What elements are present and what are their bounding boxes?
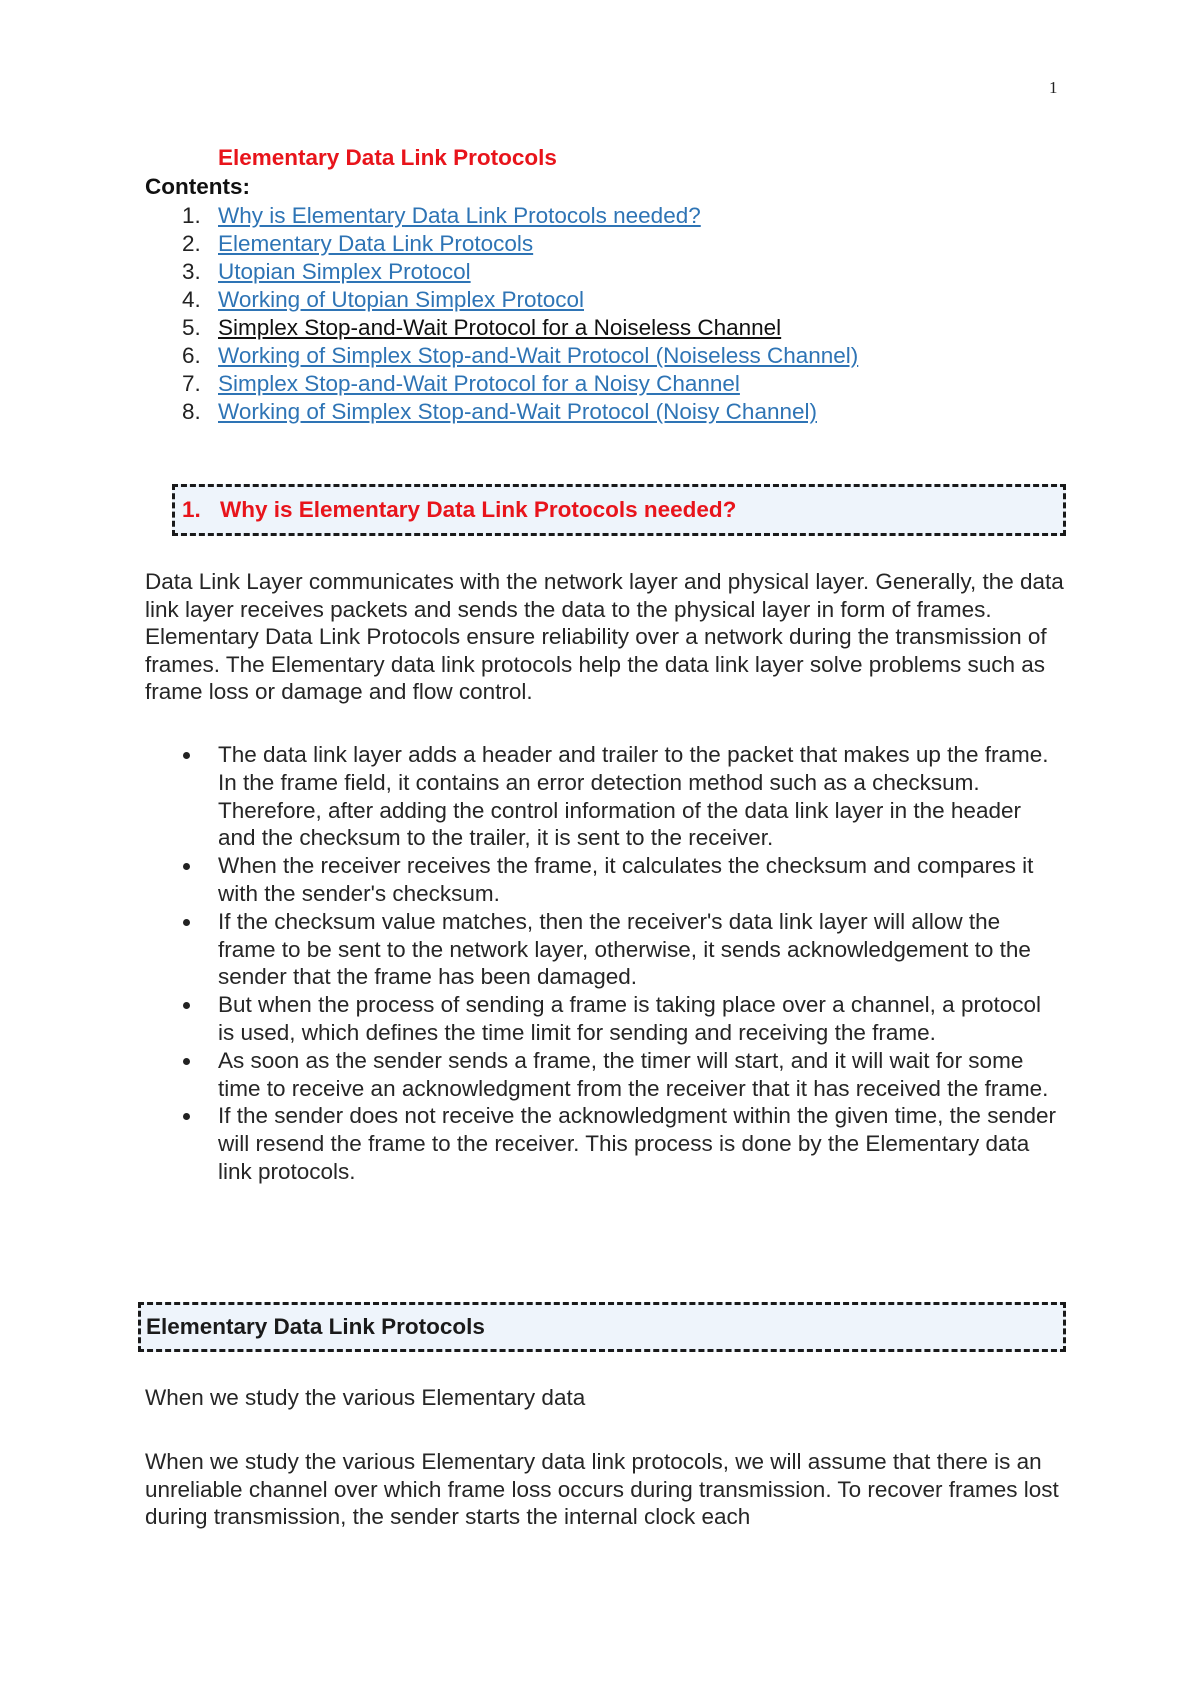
bullet-item [0,991,1058,1047]
section-1-heading [182,497,736,523]
section-1-title: Why is Elementary Data Link Protocols needed? [220,497,737,522]
section-2-paragraph: When we study the various Elementary data link protocols, we will assume that there is an unreliable channel over which frame loss occurs during transmission. To recover frames lost during transmission, the sender starts the internal clock each [145,1449,1059,1530]
bullet-item [0,1047,1058,1103]
bullet-item [0,908,1058,991]
bullet-text: The data link layer adds a header and trailer to the packet that makes up the frame. In the frame field, it contains an error detection method such as a checksum. Therefore, after adding the control information of the data link layer in the header and the checksum to the trailer, it is sent to the receiver. [218,742,1049,851]
section-1-bullet-list [0,741,1058,1186]
toc-number: 3. [182,259,201,284]
bullet-text: When the receiver receives the frame, it calculates the checksum and compares it with the sender's checksum. [218,853,1034,906]
document-title: Elementary Data Link Protocols [218,145,557,170]
bullet-text: As soon as the sender sends a frame, the timer will start, and it will wait for some time to receive an acknowledgment from the receiver that it has received the frame. [218,1047,1049,1101]
bullet-text: If the checksum value matches, then the receiver's data link layer will allow the frame to be sent to the network layer, otherwise, it sends acknowledgement to the sender that the frame has been damaged. [218,908,1031,990]
bullet-icon [183,1058,190,1065]
toc-link[interactable]: Working of Simplex Stop-and-Wait Protocol (Noiseless Channel) [218,343,859,368]
toc-number: 1. [182,203,201,228]
section-2-paragraph-short: When we study the various Elementary data [145,1385,586,1410]
toc-number: 7. [182,371,201,396]
bullet-text: But when the process of sending a frame is taking place over a channel, a protocol is used, which defines the time limit for sending and receiving the frame. [218,992,1041,1045]
bullet-item [0,1102,1058,1185]
bullet-icon [183,919,190,926]
bullet-icon [183,863,190,870]
toc-link[interactable]: Utopian Simplex Protocol [218,259,471,284]
toc-link[interactable]: Elementary Data Link Protocols [218,231,534,256]
contents-label: Contents: [145,174,250,199]
section-2-heading-box [138,1302,1066,1352]
section-1-number: 1. [182,497,201,522]
toc-number: 6. [182,343,201,368]
page-number: 1 [1049,78,1058,97]
bullet-item [0,852,1058,908]
toc-link[interactable]: Working of Utopian Simplex Protocol [218,287,584,312]
toc-link[interactable]: Simplex Stop-and-Wait Protocol for a Noisy Channel [218,371,740,396]
bullet-icon [183,1113,190,1120]
toc-number: 4. [182,287,201,312]
toc-number: 2. [182,231,201,256]
toc-link[interactable]: Why is Elementary Data Link Protocols needed? [218,203,701,228]
bullet-icon [183,752,190,759]
toc-link[interactable]: Working of Simplex Stop-and-Wait Protocol (Noisy Channel) [218,399,817,424]
bullet-icon [183,1002,190,1009]
toc-number: 5. [182,315,201,340]
bullet-item [0,741,1058,852]
toc-number: 8. [182,399,201,424]
section-1-intro: Data Link Layer communicates with the network layer and physical layer. Generally, the data link layer receives packets and sends the data to the physical layer in form of frames. Elementary Data Link Protocols ensure reliability over a network during the transmission of frames. The Elementary data link protocols help the data link layer solve problems such as frame loss or damage and flow control. [145,569,1064,705]
bullet-text: If the sender does not receive the acknowledgment within the given time, the sender will resend the frame to the receiver. This process is done by the Elementary data link protocols. [218,1103,1056,1184]
toc-link[interactable]: Simplex Stop-and-Wait Protocol for a Noiseless Channel [218,315,782,340]
section-1-heading-box [172,484,1066,536]
section-2-heading: Elementary Data Link Protocols [146,1314,485,1339]
